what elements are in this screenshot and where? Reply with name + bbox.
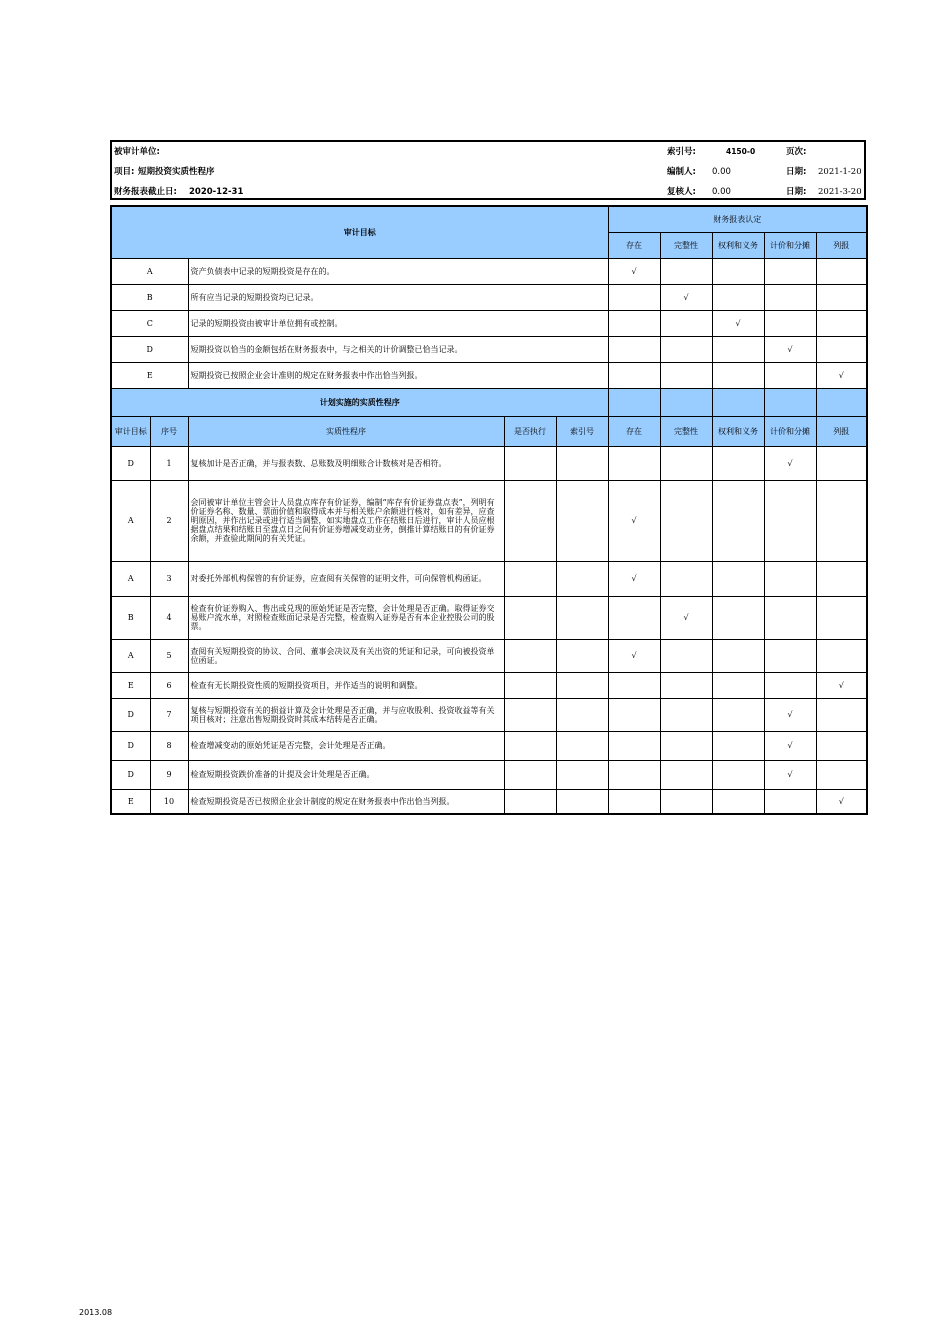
objective-row — [111, 310, 867, 336]
preparer-value: 0.00 — [712, 167, 731, 177]
assertion-mark — [660, 310, 712, 336]
prep-date-value: 2021-1-20 — [818, 167, 862, 177]
blank-cell — [764, 388, 816, 416]
assertion-mark — [764, 596, 816, 639]
assertion-mark: √ — [764, 731, 816, 760]
assertion-mark — [660, 760, 712, 789]
procedures-column-headers — [111, 416, 867, 446]
procedure-text: 对委托外部机构保管的有价证券，应查阅有关保管的证明文件，可向保管机构函证。 — [188, 561, 504, 596]
procedures-title: 计划实施的实质性程序 — [111, 388, 608, 416]
executed-cell — [504, 561, 556, 596]
assertion-mark — [816, 258, 867, 284]
procedure-objective: A — [111, 561, 150, 596]
procedure-row — [111, 561, 867, 596]
assertion-mark — [816, 731, 867, 760]
assertion-mark — [608, 362, 660, 388]
executed-cell — [504, 698, 556, 731]
blank-cell — [608, 388, 660, 416]
assertion-mark — [712, 789, 764, 814]
objective-code: E — [111, 362, 188, 388]
procedure-row — [111, 789, 867, 814]
index-value: 4150-0 — [726, 147, 756, 156]
assertion-mark — [764, 284, 816, 310]
procedure-text: 复核与短期投资有关的损益计算及会计处理是否正确，并与应收股利、投资收益等有关项目核对；注意出售短期投资时其成本结转是否正确。 — [188, 698, 504, 731]
objectives-title: 审计目标 — [111, 206, 608, 258]
objective-text: 短期投资以恰当的金额包括在财务报表中，与之相关的计价调整已恰当记录。 — [188, 336, 608, 362]
procedure-objective: D — [111, 731, 150, 760]
assertion-mark — [816, 639, 867, 672]
procedure-text: 检查短期投资是否已按照企业会计制度的规定在财务报表中作出恰当列报。 — [188, 789, 504, 814]
index-cell — [556, 760, 608, 789]
index-cell — [556, 731, 608, 760]
procedure-objective: D — [111, 446, 150, 480]
assertion-mark: √ — [764, 760, 816, 789]
assertion-mark — [660, 336, 712, 362]
assertion-mark — [712, 760, 764, 789]
entity-label: 被审计单位: — [114, 147, 160, 157]
assertion-mark — [660, 561, 712, 596]
index-cell — [556, 672, 608, 698]
index-cell — [556, 698, 608, 731]
assertion-mark — [660, 480, 712, 561]
index-label: 索引号: — [667, 147, 696, 157]
assertion-mark — [816, 760, 867, 789]
period-label: 财务报表截止日: — [114, 187, 177, 197]
project-label: 项目: — [114, 167, 135, 177]
objective-row — [111, 336, 867, 362]
assertion-mark — [712, 698, 764, 731]
assertion-mark — [712, 336, 764, 362]
assertion-mark — [764, 480, 816, 561]
column-header: 实质性程序 — [188, 416, 504, 446]
blank-cell — [660, 388, 712, 416]
assertion-mark: √ — [608, 258, 660, 284]
procedure-number: 6 — [150, 672, 188, 698]
assertion-mark: √ — [816, 362, 867, 388]
procedure-row — [111, 596, 867, 639]
assertion-mark — [660, 698, 712, 731]
assertion-mark — [608, 760, 660, 789]
assertion-mark — [816, 561, 867, 596]
procedure-objective: E — [111, 672, 150, 698]
executed-cell — [504, 760, 556, 789]
index-cell — [556, 596, 608, 639]
assertion-header: 完整性 — [660, 232, 712, 258]
assertion-mark — [608, 446, 660, 480]
assertion-mark — [816, 446, 867, 480]
column-header: 审计目标 — [111, 416, 150, 446]
period-value: 2020-12-31 — [189, 187, 244, 197]
assertion-mark — [816, 336, 867, 362]
column-header: 权利和义务 — [712, 416, 764, 446]
objectives-header-row-1 — [111, 206, 867, 232]
executed-cell — [504, 596, 556, 639]
column-header: 存在 — [608, 416, 660, 446]
assertion-mark — [660, 258, 712, 284]
objective-text: 记录的短期投资由被审计单位拥有或控制。 — [188, 310, 608, 336]
assertion-mark: √ — [816, 789, 867, 814]
assertion-mark — [660, 639, 712, 672]
assertion-mark — [712, 672, 764, 698]
assertion-header: 计价和分摊 — [764, 232, 816, 258]
assertion-mark — [816, 480, 867, 561]
procedure-number: 9 — [150, 760, 188, 789]
procedure-number: 8 — [150, 731, 188, 760]
procedure-row — [111, 639, 867, 672]
procedure-text: 检查增减变动的原始凭证是否完整，会计处理是否正确。 — [188, 731, 504, 760]
review-date-value: 2021-3-20 — [818, 187, 862, 197]
assertion-mark — [660, 672, 712, 698]
procedure-text: 会同被审计单位主管会计人员盘点库存有价证券，编制“库存有价证券盘点表”，列明有价证券名称、数量、票面价值和取得成本并与相关账户余额进行核对，如有差异，应查明原因，并作出记录或进行适当调整，如实地盘点工作在结账日后进行，审计人员应根据盘点结果和结账日至盘点日之间有价证券增减变动业务，倒推计算结账日的有价证券余额，并查验此期间的有关凭证。 — [188, 480, 504, 561]
page-label: 页次: — [786, 147, 807, 157]
procedure-row — [111, 446, 867, 480]
procedures-title-row — [111, 388, 867, 416]
assertion-mark: √ — [816, 672, 867, 698]
assertion-mark — [712, 284, 764, 310]
index-cell — [556, 480, 608, 561]
blank-cell — [816, 388, 867, 416]
assertion-mark: √ — [764, 336, 816, 362]
objective-text: 短期投资已按照企业会计准则的规定在财务报表中作出恰当列报。 — [188, 362, 608, 388]
assertion-mark — [660, 446, 712, 480]
assertion-header: 存在 — [608, 232, 660, 258]
assertion-mark — [712, 561, 764, 596]
assertion-header: 列报 — [816, 232, 867, 258]
assertion-mark: √ — [764, 446, 816, 480]
procedure-text: 检查有价证券购入、售出或兑现的原始凭证是否完整，会计处理是否正确。取得证券交易账户流水单，对照检查账面记录是否完整，检查购入证券是否有本企业控股公司的股票。 — [188, 596, 504, 639]
procedure-objective: B — [111, 596, 150, 639]
objective-code: C — [111, 310, 188, 336]
column-header: 列报 — [816, 416, 867, 446]
procedures-table — [110, 205, 868, 815]
procedure-objective: D — [111, 760, 150, 789]
assertion-mark — [608, 672, 660, 698]
assertion-mark — [712, 639, 764, 672]
assertion-mark — [660, 731, 712, 760]
assertion-mark: √ — [712, 310, 764, 336]
objective-code: A — [111, 258, 188, 284]
assertion-mark — [712, 258, 764, 284]
column-header: 序号 — [150, 416, 188, 446]
procedure-number: 10 — [150, 789, 188, 814]
assertion-mark: √ — [608, 639, 660, 672]
assertion-mark — [764, 639, 816, 672]
procedure-row — [111, 480, 867, 561]
assertion-mark — [608, 789, 660, 814]
objective-row — [111, 258, 867, 284]
objective-row — [111, 362, 867, 388]
procedure-text: 复核加计是否正确，并与报表数、总账数及明细账合计数核对是否相符。 — [188, 446, 504, 480]
assertion-mark — [608, 310, 660, 336]
index-cell — [556, 639, 608, 672]
reviewer-label: 复核人: — [667, 187, 696, 197]
executed-cell — [504, 446, 556, 480]
assertion-mark — [764, 672, 816, 698]
index-cell — [556, 446, 608, 480]
reviewer-value: 0.00 — [712, 187, 731, 197]
assertions-title: 财务报表认定 — [608, 206, 867, 232]
executed-cell — [504, 789, 556, 814]
procedure-row — [111, 731, 867, 760]
assertion-mark — [712, 362, 764, 388]
assertion-mark — [608, 596, 660, 639]
assertion-header: 权利和义务 — [712, 232, 764, 258]
version-footer: 2013.08 — [79, 1308, 113, 1317]
procedure-number: 4 — [150, 596, 188, 639]
procedure-number: 7 — [150, 698, 188, 731]
assertion-mark — [608, 731, 660, 760]
assertion-mark — [712, 596, 764, 639]
assertion-mark — [608, 284, 660, 310]
procedure-objective: D — [111, 698, 150, 731]
assertion-mark — [712, 446, 764, 480]
assertion-mark: √ — [764, 698, 816, 731]
assertion-mark: √ — [608, 561, 660, 596]
index-cell — [556, 789, 608, 814]
executed-cell — [504, 672, 556, 698]
objective-row — [111, 284, 867, 310]
header-row-period — [112, 182, 864, 202]
assertion-mark — [764, 362, 816, 388]
assertion-mark — [608, 698, 660, 731]
objective-code: B — [111, 284, 188, 310]
project-value: 短期投资实质性程序 — [138, 167, 215, 177]
procedure-number: 2 — [150, 480, 188, 561]
header-row-entity — [112, 142, 864, 162]
assertion-mark — [816, 284, 867, 310]
column-header: 完整性 — [660, 416, 712, 446]
assertion-mark — [764, 258, 816, 284]
executed-cell — [504, 480, 556, 561]
procedure-objective: E — [111, 789, 150, 814]
header-info-box — [110, 140, 866, 200]
procedure-row — [111, 698, 867, 731]
assertion-mark — [712, 731, 764, 760]
preparer-label: 编制人: — [667, 167, 696, 177]
assertion-mark — [764, 310, 816, 336]
procedure-text: 检查有无长期投资性质的短期投资项目，并作适当的说明和调整。 — [188, 672, 504, 698]
column-header: 索引号 — [556, 416, 608, 446]
assertion-mark — [660, 789, 712, 814]
procedure-number: 5 — [150, 639, 188, 672]
assertion-mark — [764, 561, 816, 596]
assertion-mark: √ — [608, 480, 660, 561]
assertion-mark — [816, 310, 867, 336]
assertion-mark — [608, 336, 660, 362]
procedure-row — [111, 672, 867, 698]
assertion-mark — [816, 698, 867, 731]
executed-cell — [504, 639, 556, 672]
procedure-number: 1 — [150, 446, 188, 480]
executed-cell — [504, 731, 556, 760]
procedure-row — [111, 760, 867, 789]
column-header: 是否执行 — [504, 416, 556, 446]
prep-date-label: 日期: — [786, 167, 807, 177]
objective-text: 资产负债表中记录的短期投资是存在的。 — [188, 258, 608, 284]
procedure-text: 查阅有关短期投资的协议、合同、董事会决议及有关出资的凭证和记录，可向被投资单位函证。 — [188, 639, 504, 672]
assertion-mark — [712, 480, 764, 561]
review-date-label: 日期: — [786, 187, 807, 197]
procedure-objective: A — [111, 639, 150, 672]
column-header: 计价和分摊 — [764, 416, 816, 446]
procedure-text: 检查短期投资跌价准备的计提及会计处理是否正确。 — [188, 760, 504, 789]
header-row-project — [112, 162, 864, 182]
objective-text: 所有应当记录的短期投资均已记录。 — [188, 284, 608, 310]
assertion-mark: √ — [660, 596, 712, 639]
procedure-objective: A — [111, 480, 150, 561]
index-cell — [556, 561, 608, 596]
assertion-mark: √ — [660, 284, 712, 310]
blank-cell — [712, 388, 764, 416]
assertion-mark — [764, 789, 816, 814]
assertion-mark — [660, 362, 712, 388]
procedure-number: 3 — [150, 561, 188, 596]
assertion-mark — [816, 596, 867, 639]
objective-code: D — [111, 336, 188, 362]
